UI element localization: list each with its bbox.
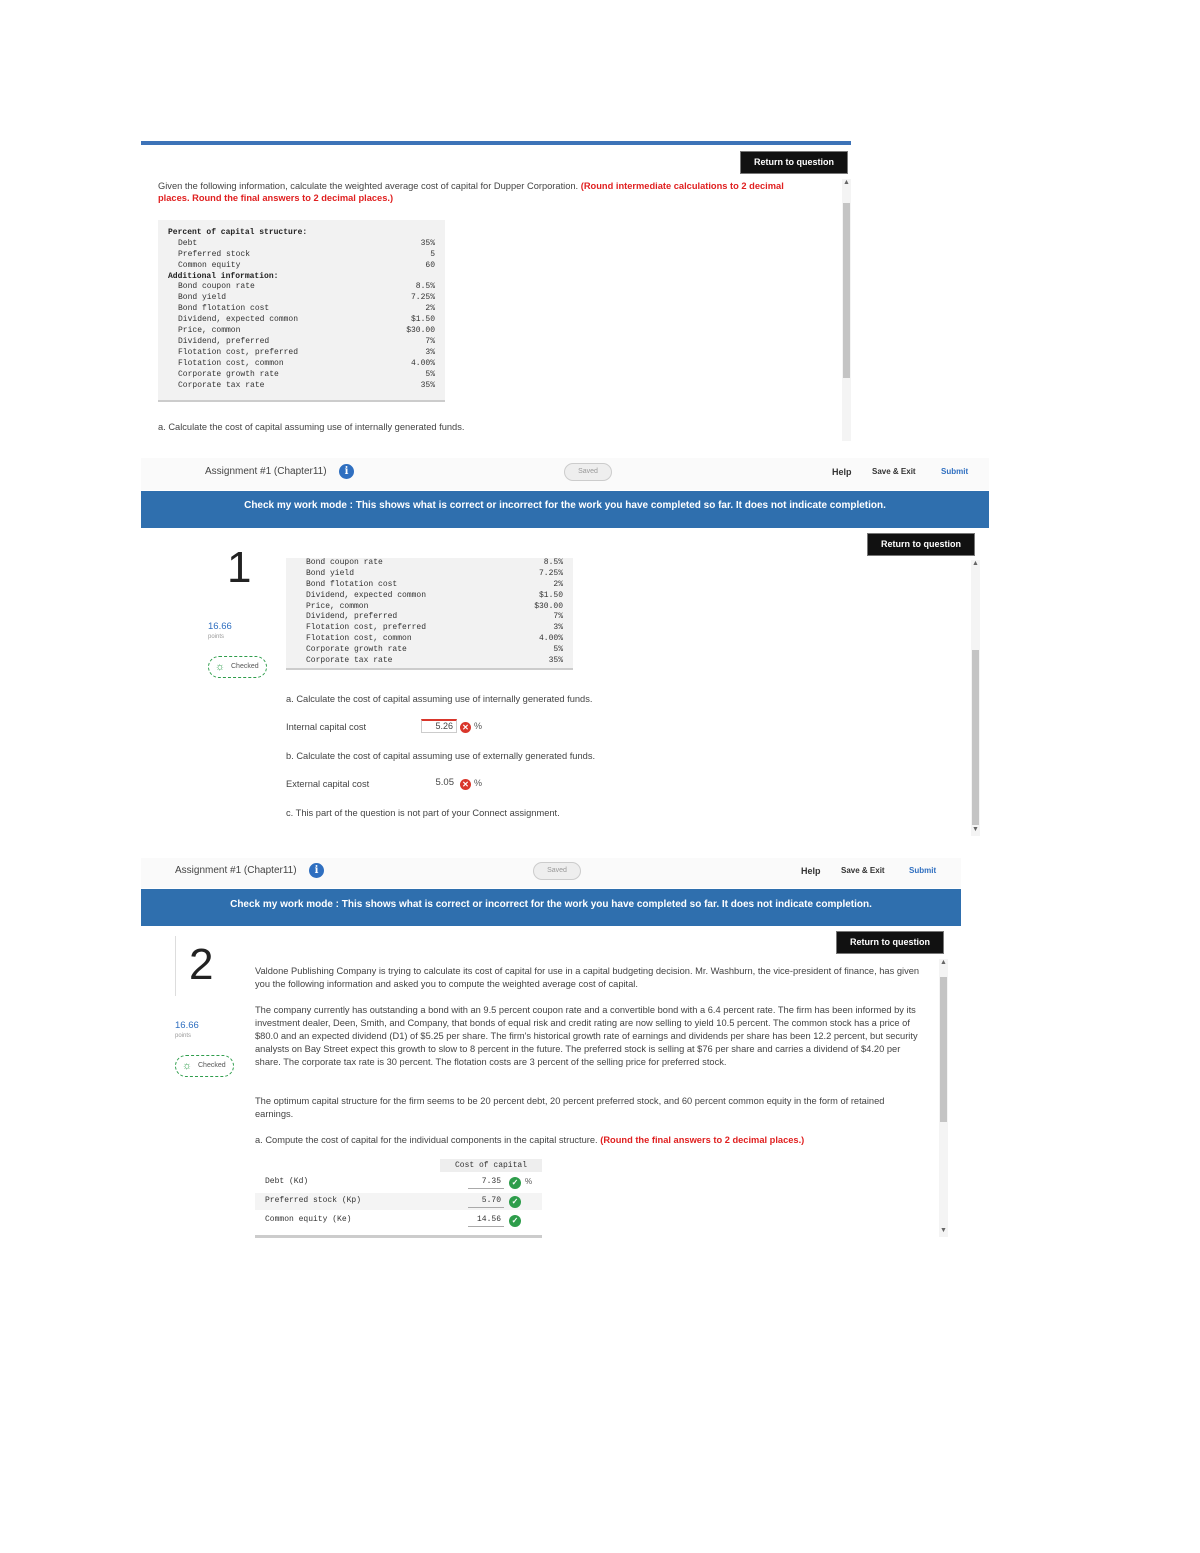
table-row [306, 580, 563, 591]
part-a-rounding: (Round the final answers to 2 decimal places.) [600, 1135, 805, 1145]
return-to-question-button[interactable]: Return to question [868, 534, 974, 555]
table-heading-additional-info: Additional information: [168, 271, 279, 281]
row-label: Flotation cost, common [178, 358, 284, 368]
row-value: 3% [553, 623, 563, 633]
return-to-question-button[interactable]: Return to question [837, 932, 943, 953]
percent-sign: % [474, 721, 483, 731]
row-value: 5% [553, 645, 563, 655]
table-row [306, 623, 563, 634]
cost-row [255, 1174, 542, 1191]
scroll-up-icon[interactable]: ▲ [972, 560, 979, 567]
checked-badge [208, 656, 267, 678]
cost-row [255, 1193, 542, 1210]
table-row [306, 612, 563, 623]
scroll-down-icon[interactable]: ▼ [972, 826, 979, 833]
external-capital-label: External capital cost [286, 779, 370, 789]
assignment-title: Assignment #1 (Chapter11) [175, 865, 297, 876]
assignment-title: Assignment #1 (Chapter11) [205, 466, 327, 477]
table-row [306, 656, 563, 667]
row-value: 4.00% [538, 634, 563, 644]
question-para-3: The optimum capital structure for the firm seems to be 20 percent debt, 20 percent preferred stock, and 60 percent common equity in the form of retained earnings. [255, 1096, 885, 1119]
row-label: Flotation cost, preferred [178, 347, 299, 357]
saved-indicator: Saved [564, 463, 612, 481]
points-label: points [175, 1033, 192, 1039]
row-label: Corporate growth rate [178, 369, 279, 379]
cost-row-input[interactable]: 14.56 [468, 1214, 504, 1227]
row-label: Dividend, preferred [178, 336, 270, 346]
external-capital-input[interactable] [421, 776, 457, 790]
table-row [178, 381, 435, 392]
help-link[interactable]: Help [832, 467, 852, 477]
table-rows [306, 558, 563, 667]
left-divider [175, 936, 176, 996]
row-label: Dividend, preferred [306, 612, 398, 622]
ribbon-icon: ☼ [215, 661, 226, 673]
row-label: Bond flotation cost [178, 304, 270, 314]
scroll-up-icon[interactable]: ▲ [940, 959, 947, 966]
row-label: Bond yield [178, 293, 227, 303]
points-label: points [208, 634, 225, 640]
save-exit-link[interactable]: Save & Exit [841, 866, 885, 875]
row-label: Flotation cost, preferred [306, 623, 427, 633]
saved-indicator: Saved [533, 862, 581, 880]
check-my-work-banner: Check my work mode : This shows what is correct or incorrect for the work you have completed so far. It does not indicate completion. [141, 889, 961, 926]
percent-sign: % [525, 1177, 533, 1186]
question-para-1: Valdone Publishing Company is trying to calculate its cost of capital for use in a capital budgeting decision. Mr. Washburn, the vice-president of finance, has given you the following information and asked you to compute the weighted average cost of capital. [255, 966, 920, 989]
row-value: 2% [553, 579, 563, 589]
table-row [306, 591, 563, 602]
row-value: 35% [548, 656, 563, 666]
row-value: $1.50 [538, 590, 563, 600]
assignment-header [141, 858, 961, 888]
help-link[interactable]: Help [801, 866, 821, 876]
cost-row [255, 1212, 542, 1229]
row-label: Flotation cost, common [306, 634, 412, 644]
external-capital-value: 5.05 [435, 777, 454, 788]
checked-badge [175, 1055, 234, 1077]
part-a-text: a. Calculate the cost of capital assuming use of internally generated funds. [158, 422, 465, 432]
row-label: Debt [178, 238, 198, 248]
rounding-instructions: (Round intermediate calculations to 2 decimal places. Round the final answers to 2 decimal places.) [158, 181, 784, 203]
submit-link[interactable]: Submit [909, 866, 937, 875]
row-value: 3% [425, 347, 435, 357]
scroll-thumb[interactable] [972, 650, 979, 825]
internal-capital-input[interactable] [421, 719, 457, 733]
correct-check-icon: ✓ [509, 1177, 521, 1189]
table-row [178, 250, 435, 261]
row-label: Common equity [178, 260, 241, 270]
data-table-1 [158, 220, 445, 402]
panel-2 [141, 458, 989, 838]
cost-row-input[interactable]: 5.70 [468, 1195, 504, 1208]
table-row [306, 558, 563, 569]
table-row [306, 645, 563, 656]
panel-1-scrollbar[interactable] [842, 179, 851, 441]
additional-info-rows [168, 282, 435, 391]
row-value: 8.5% [415, 282, 435, 292]
panel-1-top-rule [141, 141, 851, 145]
row-label: Corporate tax rate [178, 380, 265, 390]
question-para-2: The company currently has outstanding a bond with an 9.5 percent coupon rate and a convertible bond with a 6.4 percent rate. The firm has been informed by its investment dealer, Deen, Smith, and Company, that bonds of equal risk and credit rating are now selling to yield 10.5 percent. The common stock has a price of $80.0 and an expected dividend (D1) of $5.25 per share. The firm's historical growth rate of earnings and dividends per share has been 12.2 percent, but security analysts on Bay Street expect this growth to slow to 8 percent in the future. The preferred stock is selling at $76 per share and carries a dividend of $4.20 per share. The corporate tax rate is 30 percent. The flotation costs are 3 percent of the selling price for preferred stock. [255, 1005, 918, 1067]
row-value: $30.00 [534, 601, 563, 611]
table-row [178, 239, 435, 250]
question-number: 2 [189, 940, 214, 989]
points-value: 16.66 [208, 621, 232, 632]
row-value: 7% [425, 336, 435, 346]
row-label: Bond flotation cost [306, 579, 398, 589]
info-icon[interactable]: i [339, 464, 354, 479]
question-prompt [158, 180, 808, 204]
row-label: Bond coupon rate [306, 558, 383, 567]
row-value: 7.25% [538, 568, 563, 578]
info-icon[interactable]: i [309, 863, 324, 878]
scroll-down-icon[interactable]: ▼ [940, 1227, 947, 1234]
row-value: 8.5% [543, 558, 563, 567]
correct-check-icon: ✓ [509, 1196, 521, 1208]
ribbon-icon: ☼ [182, 1060, 193, 1072]
cost-row-label: Preferred stock (Kp) [265, 1196, 362, 1205]
row-label: Bond coupon rate [178, 282, 255, 292]
table-row [178, 315, 435, 326]
part-b-text: b. Calculate the cost of capital assuming use of externally generated funds. [286, 751, 596, 761]
row-label: Corporate growth rate [306, 645, 407, 655]
data-table-2 [286, 558, 573, 670]
part-a-text [255, 1134, 935, 1147]
cost-row-input[interactable]: 7.35 [468, 1176, 504, 1189]
row-value: 35% [420, 380, 435, 390]
part-c-text: c. This part of the question is not part of your Connect assignment. [286, 808, 560, 818]
points-value: 16.66 [175, 1020, 199, 1031]
panel-3-scrollbar[interactable] [939, 959, 948, 1237]
row-label: Price, common [178, 326, 241, 336]
row-value: 7.25% [410, 293, 435, 303]
row-value: 5 [430, 249, 435, 259]
panel-3 [141, 858, 961, 1243]
table-header: Cost of capital [440, 1159, 542, 1172]
row-value: 4.00% [410, 358, 435, 368]
internal-capital-label: Internal capital cost [286, 722, 367, 732]
percent-sign: % [474, 778, 483, 788]
row-label: Preferred stock [178, 249, 251, 259]
panel-1 [141, 141, 851, 441]
table-row [306, 602, 563, 613]
row-label: Dividend, expected common [178, 315, 299, 325]
scroll-up-icon[interactable]: ▲ [843, 179, 850, 186]
row-label: Dividend, expected common [306, 590, 427, 600]
row-value: 7% [553, 612, 563, 622]
submit-link[interactable]: Submit [941, 467, 969, 476]
row-label: Corporate tax rate [306, 656, 393, 666]
table-row [178, 293, 435, 304]
table-row [306, 634, 563, 645]
scroll-thumb[interactable] [843, 203, 850, 378]
check-my-work-banner: Check my work mode : This shows what is correct or incorrect for the work you have completed so far. It does not indicate completion. [141, 491, 989, 528]
return-to-question-button[interactable]: Return to question [741, 152, 847, 173]
incorrect-icon: ✕ [460, 779, 471, 790]
save-exit-link[interactable]: Save & Exit [872, 467, 916, 476]
part-a-question: a. Compute the cost of capital for the individual components in the capital structure. [255, 1135, 598, 1145]
row-value: 35% [420, 238, 435, 248]
table-row [178, 304, 435, 315]
cost-row-label: Debt (Kd) [265, 1177, 309, 1186]
table-row [178, 359, 435, 370]
row-label: Bond yield [306, 568, 355, 578]
table-row [178, 337, 435, 348]
table-row [178, 282, 435, 293]
table-row [178, 370, 435, 381]
panel-2-scrollbar[interactable] [971, 560, 980, 836]
checked-label: Checked [198, 1062, 226, 1069]
table-row [178, 261, 435, 272]
cost-row-label: Common equity (Ke) [265, 1215, 352, 1224]
row-value: 2% [425, 304, 435, 314]
row-value: 60 [425, 260, 435, 270]
table-row [306, 569, 563, 580]
row-value: $1.50 [410, 315, 435, 325]
question-number: 1 [227, 543, 252, 592]
capital-structure-rows [168, 239, 435, 272]
incorrect-icon: ✕ [460, 722, 471, 733]
scroll-thumb[interactable] [940, 977, 947, 1122]
checked-label: Checked [231, 663, 259, 670]
table-row [178, 348, 435, 359]
row-label: Price, common [306, 601, 369, 611]
internal-capital-value: 5.26 [435, 721, 453, 731]
part-a-text: a. Calculate the cost of capital assuming use of internally generated funds. [286, 694, 593, 704]
cost-of-capital-table [255, 1159, 542, 1238]
table-heading-capital-structure: Percent of capital structure: [168, 228, 308, 237]
correct-check-icon: ✓ [509, 1215, 521, 1227]
assignment-header [141, 458, 989, 490]
row-value: $30.00 [406, 326, 435, 336]
table-row [178, 326, 435, 337]
prompt-text: Given the following information, calculate the weighted average cost of capital for Dupper Corporation. [158, 181, 579, 191]
row-value: 5% [425, 369, 435, 379]
